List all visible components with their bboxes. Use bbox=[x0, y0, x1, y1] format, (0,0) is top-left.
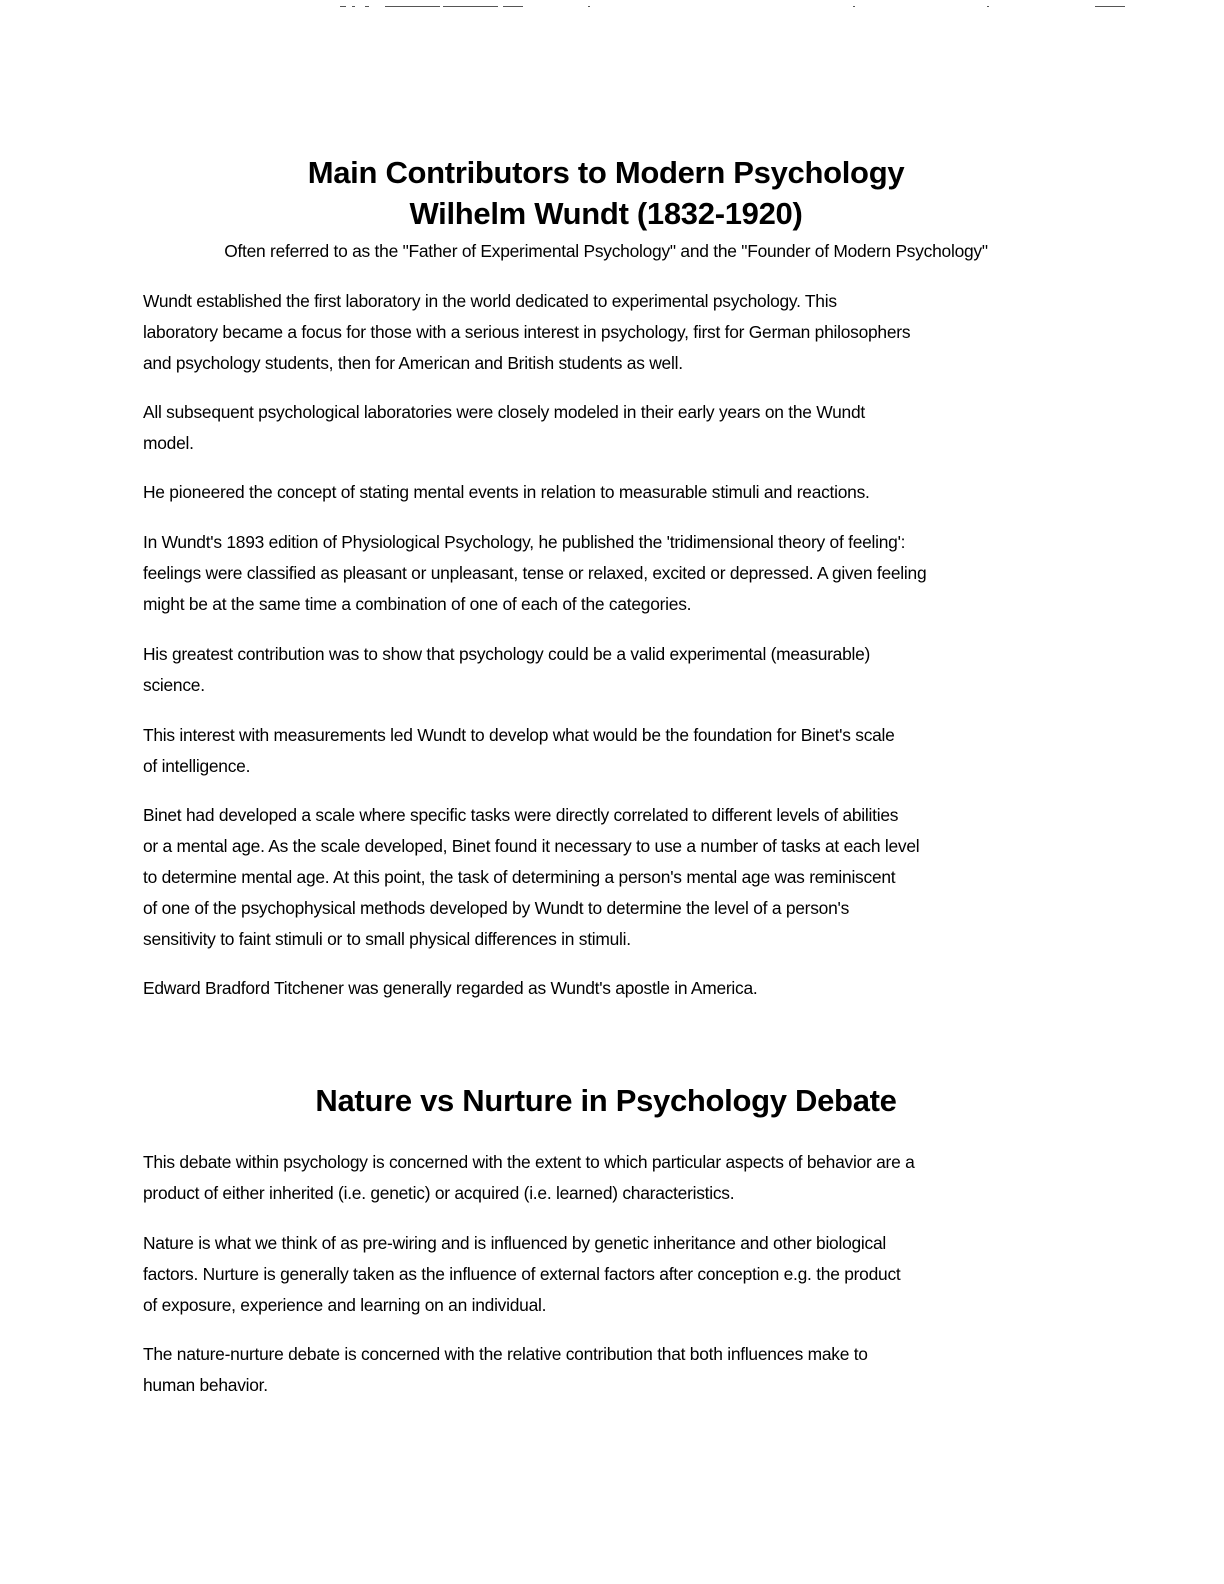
text-line: human behavior. bbox=[143, 1375, 268, 1395]
section1-subtitle: Wilhelm Wundt (1832-1920) bbox=[409, 196, 803, 231]
text-line: This debate within psychology is concerned with the extent to which particular aspects of behavior are a bbox=[143, 1152, 915, 1172]
paragraph-binet-scale bbox=[143, 800, 1078, 955]
text-line: Edward Bradford Titchener was generally regarded as Wundt's apostle in America. bbox=[143, 978, 758, 998]
text-line: might be at the same time a combination of one of each of the categories. bbox=[143, 594, 692, 614]
text-line: of intelligence. bbox=[143, 756, 251, 776]
paragraph-greatest-contribution bbox=[143, 639, 1078, 701]
text-line: sensitivity to faint stimuli or to small physical differences in stimuli. bbox=[143, 929, 631, 949]
text-line: feelings were classified as pleasant or unpleasant, tense or relaxed, excited or depressed. A given feeling bbox=[143, 563, 927, 583]
text-line: factors. Nurture is generally taken as the influence of external factors after conception e.g. the product bbox=[143, 1264, 901, 1284]
text-line: The nature-nurture debate is concerned with the relative contribution that both influences make to bbox=[143, 1344, 868, 1364]
paragraph-debate-intro bbox=[143, 1147, 1078, 1209]
section1-tagline: Often referred to as the "Father of Experimental Psychology" and the "Founder of Modern Psychology" bbox=[224, 241, 988, 261]
text-line: Binet had developed a scale where specific tasks were directly correlated to different levels of abilities bbox=[143, 805, 899, 825]
text-line: In Wundt's 1893 edition of Physiological Psychology, he published the 'tridimensional theory of feeling': bbox=[143, 532, 906, 552]
paragraph-wundt-lab bbox=[143, 286, 1078, 379]
text-line: Wundt established the first laboratory in the world dedicated to experimental psychology. This bbox=[143, 291, 837, 311]
paragraph-relative-contribution bbox=[143, 1339, 1078, 1401]
text-line: laboratory became a focus for those with a serious interest in psychology, first for German philosophers bbox=[143, 322, 911, 342]
text-line: model. bbox=[143, 433, 194, 453]
text-line: This interest with measurements led Wundt to develop what would be the foundation for Binet's scale bbox=[143, 725, 895, 745]
paragraph-subsequent-labs bbox=[143, 397, 1078, 459]
paragraph-tridimensional-theory bbox=[143, 527, 1078, 620]
text-line: Nature is what we think of as pre-wiring and is influenced by genetic inheritance and other biological bbox=[143, 1233, 887, 1253]
text-line: of one of the psychophysical methods developed by Wundt to determine the level of a person's bbox=[143, 898, 850, 918]
paragraph-mental-events bbox=[143, 477, 1078, 508]
text-line: of exposure, experience and learning on an individual. bbox=[143, 1295, 547, 1315]
paragraph-titchener bbox=[143, 973, 1078, 1004]
text-line: product of either inherited (i.e. genetic) or acquired (i.e. learned) characteristics. bbox=[143, 1183, 735, 1203]
text-line: All subsequent psychological laboratories were closely modeled in their early years on the Wundt bbox=[143, 402, 865, 422]
text-line: science. bbox=[143, 675, 205, 695]
text-line: and psychology students, then for American and British students as well. bbox=[143, 353, 683, 373]
text-line: He pioneered the concept of stating mental events in relation to measurable stimuli and reactions. bbox=[143, 482, 870, 502]
text-line: His greatest contribution was to show that psychology could be a valid experimental (measurable) bbox=[143, 644, 871, 664]
paragraph-nature-definition bbox=[143, 1228, 1078, 1321]
text-line: or a mental age. As the scale developed, Binet found it necessary to use a number of tasks at each level bbox=[143, 836, 920, 856]
section2-title: Nature vs Nurture in Psychology Debate bbox=[315, 1083, 897, 1118]
paragraph-measurements bbox=[143, 720, 1078, 782]
scan-artifacts bbox=[0, 6, 1224, 10]
section1-title: Main Contributors to Modern Psychology bbox=[307, 155, 905, 190]
text-line: to determine mental age. At this point, the task of determining a person's mental age was reminiscent bbox=[143, 867, 896, 887]
